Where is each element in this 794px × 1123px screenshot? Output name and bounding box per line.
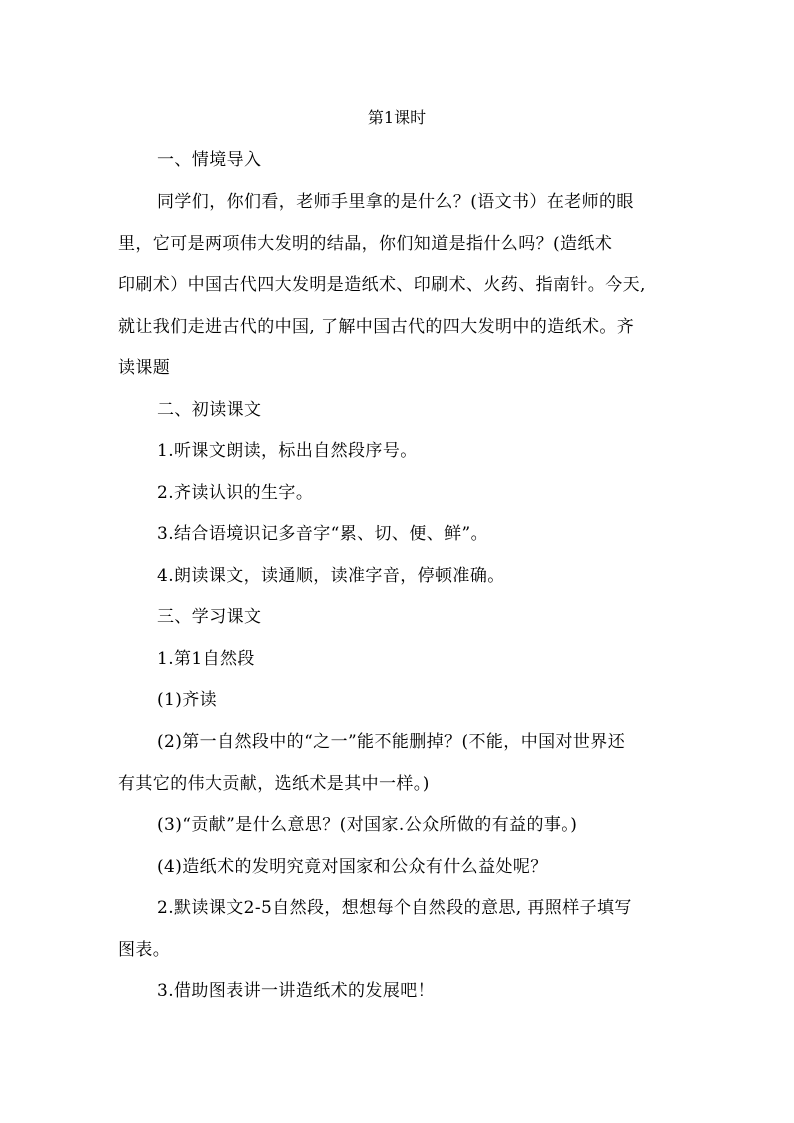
list-item: 3.结合语境识记多音字“累、切、便、鲜”。 [157, 524, 489, 544]
section-heading-3: 三、学习课文 [157, 607, 262, 627]
list-item: (2)第一自然段中的“之一”能不能删掉？(不能，中国对世界还 [157, 732, 626, 752]
paragraph-line: 读课题 [118, 358, 171, 378]
list-item: 2.齐读认识的生字。 [157, 483, 314, 503]
list-item: 1.听课文朗读，标出自然段序号。 [157, 441, 418, 461]
section-heading-1: 一、情境导入 [157, 150, 262, 170]
list-item: 1.第1自然段 [157, 649, 255, 669]
paragraph-line: 就让我们走进古代的中国, 了解中国古代的四大发明中的造纸术。齐 [118, 317, 635, 337]
section-heading-2: 二、初读课文 [157, 400, 262, 420]
page-title: 第1课时 [367, 108, 427, 127]
list-item: 2.默读课文2-5自然段，想想每个自然段的意思, 再照样子填写 [157, 898, 632, 918]
list-item: 3.借助图表讲一讲造纸术的发展吧！ [157, 981, 436, 1001]
list-item: (1)齐读 [157, 690, 218, 710]
paragraph-line: 里，它可是两项伟大发明的结晶，你们知道是指什么吗？(造纸术 [118, 234, 613, 254]
list-item: (3)“贡献”是什么意思？(对国家.公众所做的有益的事。) [157, 815, 578, 835]
paragraph-line: 印刷术）中国古代四大发明是造纸术、印刷术、火药、指南针。今天, [118, 275, 646, 295]
list-item: (4)造纸术的发明究竟对国家和公众有什么益处呢？ [157, 857, 548, 877]
paragraph-line: 有其它的伟大贡献，选纸术是其中一样。) [118, 774, 430, 794]
paragraph-line: 同学们，你们看，老师手里拿的是什么？(语文书）在老师的眼 [157, 192, 634, 212]
paragraph-line: 图表。 [118, 940, 171, 960]
list-item: 4.朗读课文，读通顺，读准字音，停顿准确。 [157, 566, 505, 586]
